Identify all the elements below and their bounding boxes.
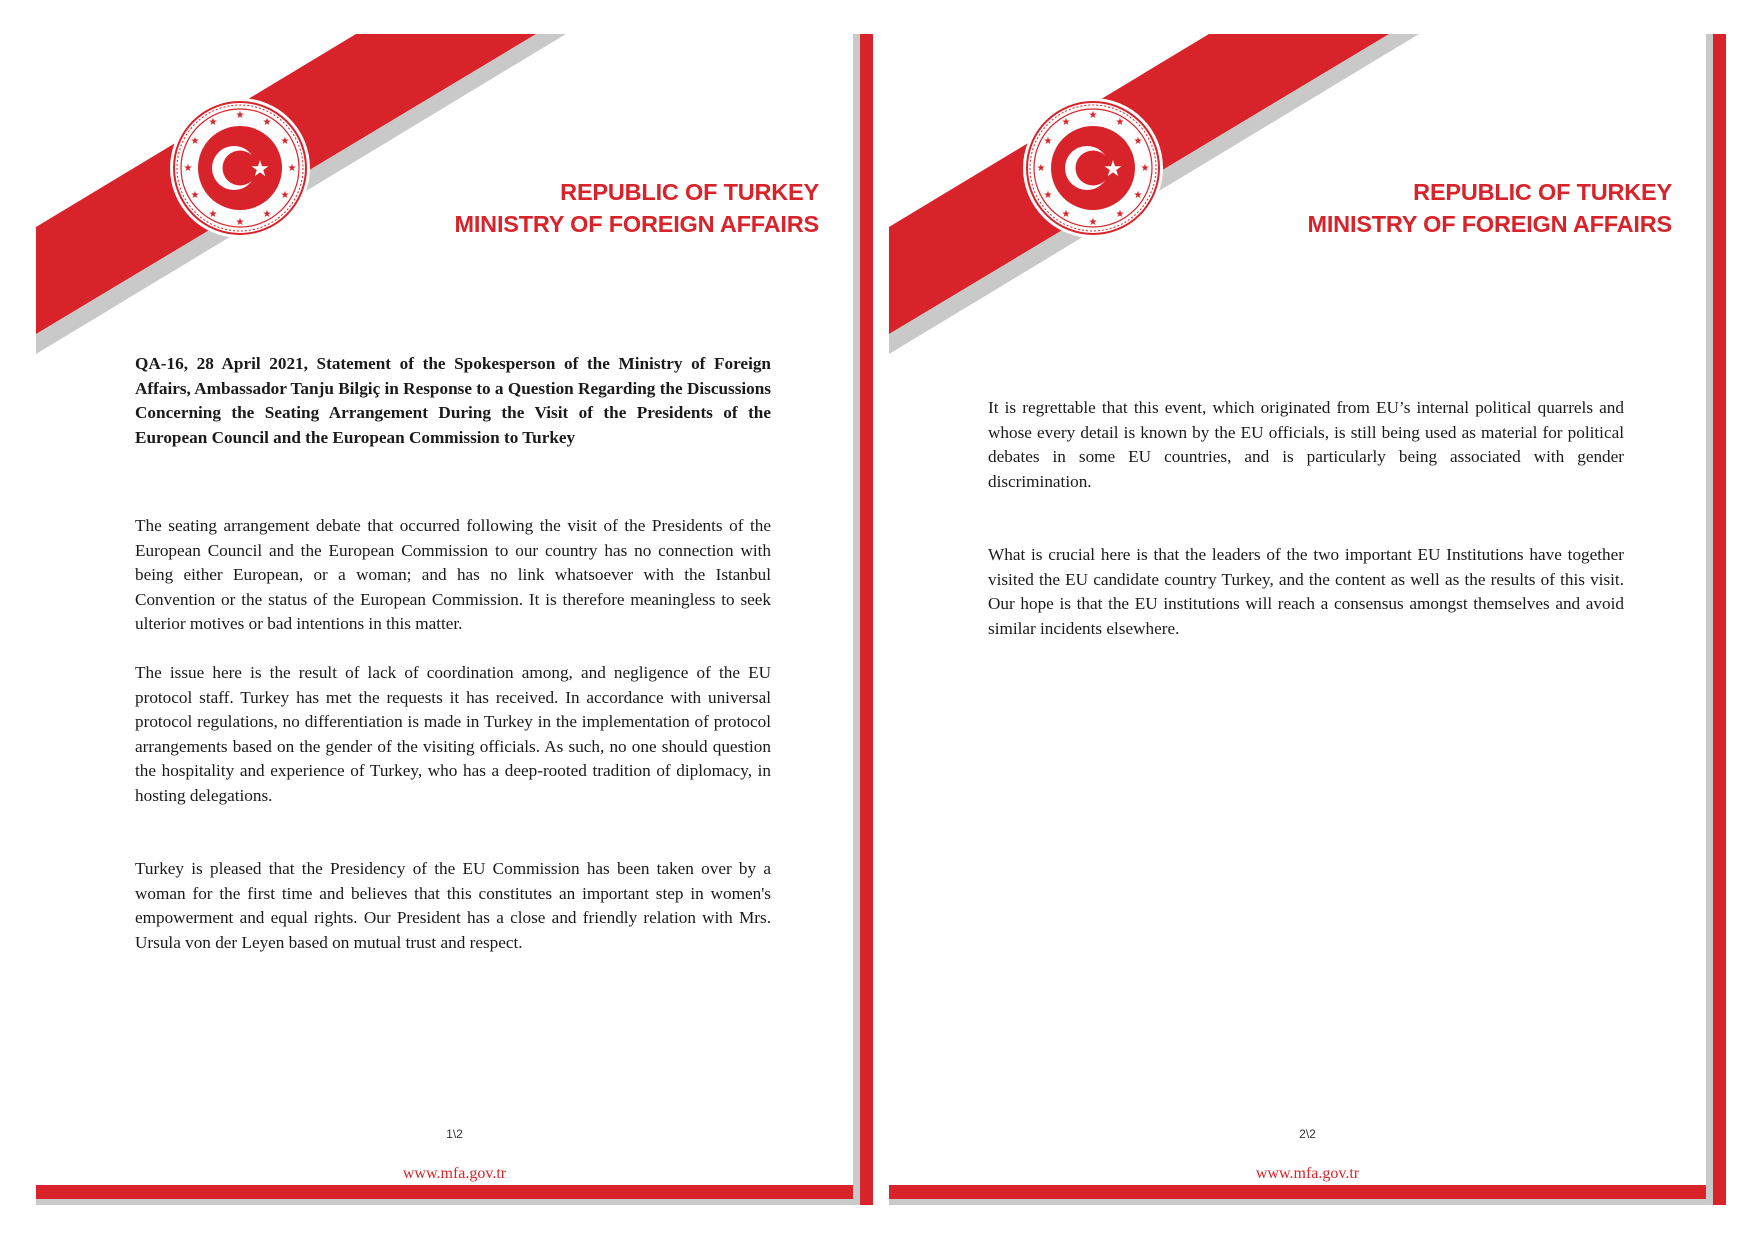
svg-text:★: ★: [1061, 209, 1071, 220]
svg-text:★: ★: [1133, 136, 1143, 147]
svg-text:★: ★: [1061, 117, 1071, 128]
svg-text:★: ★: [1115, 117, 1125, 128]
paragraph: The seating arrangement debate that occurred following the visit of the Presidents of the European Council and the European Commission to our country has no connection with being either European, or a woman; and has no link whatsoever with the Istanbul Convention or the status of the European Commission. It is therefore meaningless to seek ulterior motives or bad intentions in this matter.: [135, 516, 771, 633]
svg-text:★: ★: [1103, 157, 1123, 182]
letterhead-title: [454, 176, 819, 240]
crescent-star-seal-icon: [168, 96, 312, 240]
statement-heading: QA-16, 28 April 2021, Statement of the Spokesperson of the Ministry of Foreign Affairs, Ambassador Tanju Bilgiç in Response to a Question Regarding the Discussions Concerning the Seating Arrangement During the Visit of the Presidents of the European Council and the European Commission to Turkey: [135, 354, 771, 447]
right-red-border: [1713, 34, 1726, 1205]
page-number: 2\2: [1299, 1127, 1316, 1141]
bottom-red-border: [36, 1185, 873, 1199]
letterhead-line-2: MINISTRY OF FOREIGN AFFAIRS: [1307, 211, 1672, 237]
svg-text:★: ★: [280, 136, 290, 147]
svg-text:★: ★: [190, 136, 200, 147]
page-number: 1\2: [446, 1127, 463, 1141]
svg-text:★: ★: [190, 190, 200, 201]
paragraph: What is crucial here is that the leaders of the two important EU Institutions have together visited the EU candidate country Turkey, and the content as well as the results of this visit. Our hope is that the EU institutions will reach a consensus amongst themselves and avoid similar incidents elsewhere.: [988, 545, 1624, 638]
svg-text:★: ★: [1088, 110, 1098, 121]
svg-text:★: ★: [1115, 209, 1125, 220]
svg-text:★: ★: [1043, 190, 1053, 201]
website-link[interactable]: www.mfa.gov.tr: [1255, 1165, 1360, 1182]
svg-text:★: ★: [235, 110, 245, 121]
paragraph: It is regrettable that this event, which originated from EU’s internal political quarrels and whose every detail is known by the EU officials, is still being used as material for political debates in some EU countries, and is particularly being associated with gender discrimination.: [988, 398, 1624, 491]
svg-text:★: ★: [262, 209, 272, 220]
svg-text:★: ★: [183, 163, 193, 174]
letterhead-line-1: REPUBLIC OF TURKEY: [560, 179, 819, 205]
svg-text:★: ★: [1133, 190, 1143, 201]
svg-text:★: ★: [208, 117, 218, 128]
website-link[interactable]: www.mfa.gov.tr: [402, 1165, 507, 1182]
letterhead-title: [1307, 176, 1672, 240]
bottom-grey-border: [889, 1199, 1726, 1205]
bottom-grey-border: [36, 1199, 873, 1205]
right-grey-border: [853, 34, 860, 1205]
right-red-border: [860, 34, 873, 1205]
right-grey-border: [1706, 34, 1713, 1205]
svg-text:★: ★: [1043, 136, 1053, 147]
svg-text:★: ★: [280, 190, 290, 201]
crescent-star-seal-icon: [1021, 96, 1165, 240]
letterhead-line-1: REPUBLIC OF TURKEY: [1413, 179, 1672, 205]
bottom-red-border: [889, 1185, 1726, 1199]
svg-text:★: ★: [1036, 163, 1046, 174]
svg-text:★: ★: [250, 157, 270, 182]
svg-text:★: ★: [235, 217, 245, 228]
document-page-2: [889, 34, 1726, 1211]
svg-text:★: ★: [262, 117, 272, 128]
svg-text:★: ★: [208, 209, 218, 220]
document-page-1: [36, 34, 873, 1211]
paragraph: Turkey is pleased that the Presidency of the EU Commission has been taken over by a woman for the first time and believes that this constitutes an important step in women's empowerment and equal rights. Our President has a close and friendly relation with Mrs. Ursula von der Leyen based on mutual trust and respect.: [135, 859, 771, 952]
letterhead-line-2: MINISTRY OF FOREIGN AFFAIRS: [454, 211, 819, 237]
svg-text:★: ★: [1140, 163, 1150, 174]
svg-text:★: ★: [287, 163, 297, 174]
svg-text:★: ★: [1088, 217, 1098, 228]
paragraph: The issue here is the result of lack of coordination among, and negligence of the EU protocol staff. Turkey has met the requests it has received. In accordance with universal protocol regulations, no differentiation is made in Turkey in the implementation of protocol arrangements based on the gender of the visiting officials. As such, no one should question the hospitality and experience of Turkey, who has a deep-rooted tradition of diplomacy, in hosting delegations.: [135, 663, 771, 805]
